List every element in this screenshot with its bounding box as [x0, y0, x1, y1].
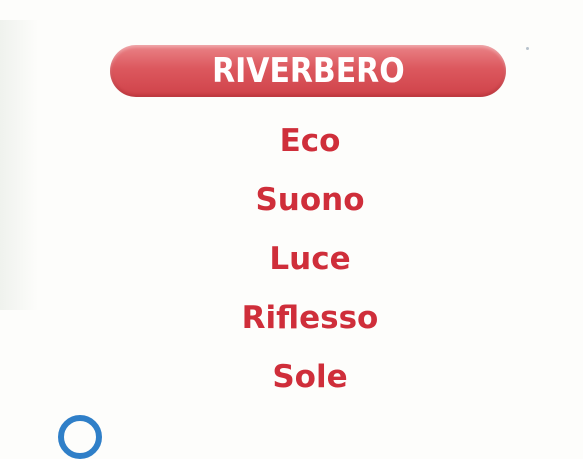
list-item-riflesso: Riflesso — [241, 300, 379, 336]
blue-circle-decoration — [58, 415, 102, 459]
list-item-luce: Luce — [269, 241, 351, 277]
word-list — [200, 112, 420, 407]
dust-speck — [526, 47, 529, 50]
list-item-eco: Eco — [279, 123, 341, 159]
list-item-suono: Suono — [255, 182, 365, 218]
faded-background-edge — [0, 20, 38, 310]
title-text: RIVERBERO — [211, 51, 405, 91]
list-item-sole: Sole — [272, 359, 348, 395]
title-banner — [110, 45, 506, 97]
